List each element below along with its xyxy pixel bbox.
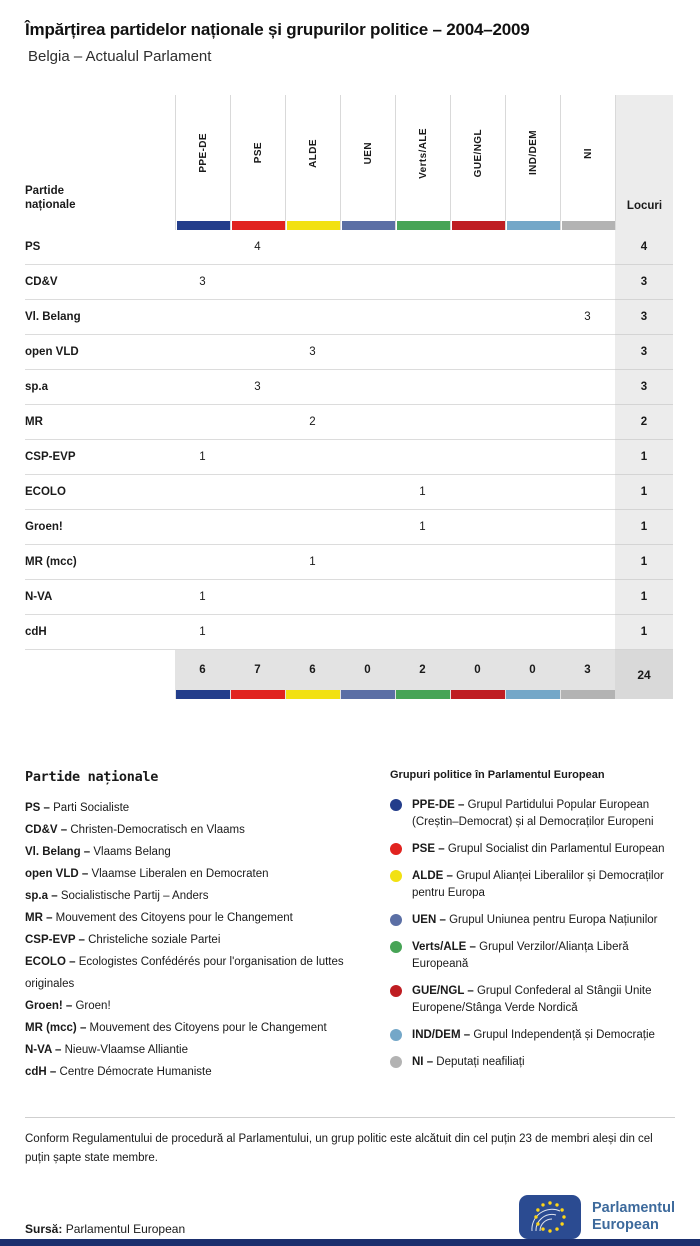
- seat-value-cell: [340, 405, 395, 440]
- party-seats-cell: 3: [615, 370, 673, 405]
- page-subtitle: Belgia – Actualul Parlament: [28, 48, 212, 65]
- group-description: [412, 841, 665, 858]
- seat-value-cell: [230, 335, 285, 370]
- seat-value-cell: [505, 545, 560, 580]
- group-full-name: Grupul Socialist din Parlamentul European: [447, 843, 665, 855]
- group-color-bar: [177, 221, 230, 230]
- seat-value-cell: 1: [175, 580, 230, 615]
- bottom-accent-bar: [0, 1239, 700, 1246]
- party-abbr: cdH –: [25, 1066, 60, 1078]
- seat-value-cell: [230, 405, 285, 440]
- party-seats-cell: 1: [615, 440, 673, 475]
- party-abbr: Groen! –: [25, 1000, 76, 1012]
- group-total-value: 2: [419, 664, 426, 676]
- seat-value-cell: [230, 510, 285, 545]
- party-name-cell: sp.a: [25, 370, 175, 405]
- seat-value-cell: 3: [175, 265, 230, 300]
- party-name-cell: MR: [25, 405, 175, 440]
- group-color-bar: [562, 221, 615, 230]
- legend-party-item: [25, 819, 370, 841]
- group-column-label: ALDE: [307, 138, 319, 168]
- legend-group-item: [390, 1054, 675, 1071]
- group-description: [412, 939, 675, 973]
- party-full-name: Vlaams Belang: [93, 846, 171, 858]
- seat-value-cell: [175, 405, 230, 440]
- party-abbr: sp.a –: [25, 890, 61, 902]
- seat-value-cell: [340, 300, 395, 335]
- rotated-label-wrap: [451, 95, 505, 221]
- group-color-dot: [390, 870, 402, 882]
- group-color-bar: [507, 221, 560, 230]
- party-name-cell: Vl. Belang: [25, 300, 175, 335]
- column-header-alde: [285, 95, 340, 230]
- seat-value-cell: [175, 230, 230, 265]
- seat-value-cell: [395, 405, 450, 440]
- legend-party-item: [25, 951, 370, 995]
- totals-empty-cell: [25, 650, 175, 699]
- group-total-value: 3: [584, 664, 591, 676]
- rotated-label-wrap: [506, 95, 560, 221]
- seat-value-cell: [230, 300, 285, 335]
- legend-party-item: [25, 995, 370, 1017]
- party-seats-cell: 1: [615, 510, 673, 545]
- legend-party-item: [25, 797, 370, 819]
- group-column-label: Verts/ALE: [417, 127, 429, 179]
- group-description: [412, 1027, 655, 1044]
- table-corner-cell: [25, 95, 175, 230]
- seat-value-cell: [340, 510, 395, 545]
- party-seats-cell: 2: [615, 405, 673, 440]
- group-color-bar: [286, 690, 340, 699]
- party-full-name: Vlaamse Liberalen en Democraten: [91, 868, 269, 880]
- group-total-value: 0: [364, 664, 371, 676]
- group-total-cell: [175, 650, 230, 699]
- party-abbr: PS –: [25, 802, 54, 814]
- party-seats-cell: 1: [615, 615, 673, 650]
- seats-header-label: Locuri: [626, 200, 663, 212]
- group-column-label: GUE/NGL: [472, 128, 484, 178]
- column-header-pse: [230, 95, 285, 230]
- ep-logo: [518, 1194, 675, 1240]
- group-abbr: IND/DEM –: [412, 1029, 474, 1041]
- seat-value-cell: [175, 510, 230, 545]
- group-column-label: PPE-DE: [197, 133, 209, 173]
- party-seats-cell: 1: [615, 580, 673, 615]
- group-column-label: UEN: [362, 141, 374, 165]
- seat-value-cell: [560, 370, 615, 405]
- group-color-bar: [452, 221, 505, 230]
- seat-value-cell: [505, 265, 560, 300]
- legend-party-item: [25, 929, 370, 951]
- group-color-bar: [561, 690, 615, 699]
- seat-value-cell: [450, 265, 505, 300]
- group-total-cell: [395, 650, 450, 699]
- party-name-cell: PS: [25, 230, 175, 265]
- seat-value-cell: 2: [285, 405, 340, 440]
- party-full-name: Parti Socialiste: [53, 802, 130, 814]
- seat-value-cell: [340, 545, 395, 580]
- seat-value-cell: [395, 335, 450, 370]
- footnote: Conform Regulamentului de procedură al Parlamentului, un grup politic este alcătuit din cel puțin 23 de membri aleși din cel puțin șapte state membre.: [25, 1117, 675, 1168]
- column-header-ind-dem: [505, 95, 560, 230]
- seat-value-cell: [230, 545, 285, 580]
- footer-row: [25, 1194, 675, 1240]
- party-seats-cell: 3: [615, 265, 673, 300]
- party-full-name: Nieuw-Vlaamse Alliantie: [64, 1044, 188, 1056]
- group-color-bar: [341, 690, 395, 699]
- seat-value-cell: [230, 440, 285, 475]
- legend-group-item: [390, 841, 675, 858]
- seat-value-cell: [450, 580, 505, 615]
- legend-political-groups: [390, 769, 675, 1083]
- party-name-cell: MR (mcc): [25, 545, 175, 580]
- group-description: [412, 1054, 525, 1071]
- group-full-name: Grupul Partidului Popular European (Creștin–Democrat) și al Democraților Europeni: [412, 799, 654, 828]
- seat-value-cell: [175, 475, 230, 510]
- seat-value-cell: 3: [560, 300, 615, 335]
- group-color-dot: [390, 1029, 402, 1041]
- group-total-cell: [505, 650, 560, 699]
- seat-value-cell: [505, 300, 560, 335]
- seat-value-cell: [175, 370, 230, 405]
- rotated-label-wrap: [176, 95, 230, 221]
- column-header-verts-ale: [395, 95, 450, 230]
- seat-value-cell: [285, 370, 340, 405]
- party-name-cell: CSP-EVP: [25, 440, 175, 475]
- legend-party-item: [25, 863, 370, 885]
- party-seats-cell: 1: [615, 475, 673, 510]
- seat-value-cell: [175, 335, 230, 370]
- legend-section: [25, 769, 675, 1083]
- seat-value-cell: [395, 580, 450, 615]
- legend-party-item: [25, 885, 370, 907]
- seat-value-cell: 1: [395, 510, 450, 545]
- seat-value-cell: 1: [285, 545, 340, 580]
- party-name-cell: Groen!: [25, 510, 175, 545]
- seats-grand-total: 24: [615, 650, 673, 699]
- party-name-cell: open VLD: [25, 335, 175, 370]
- seat-value-cell: [340, 615, 395, 650]
- party-name-cell: cdH: [25, 615, 175, 650]
- source: [25, 1222, 185, 1240]
- group-full-name: Grupul Uniunea pentru Europa Națiunilor: [449, 914, 658, 926]
- legend-national-parties: [25, 769, 380, 1083]
- party-full-name: Centre Démocrate Humaniste: [59, 1066, 212, 1078]
- party-abbr: N-VA –: [25, 1044, 65, 1056]
- seat-value-cell: [285, 230, 340, 265]
- group-description: [412, 868, 675, 902]
- group-total-value: 6: [199, 664, 206, 676]
- legend-party-item: [25, 1061, 370, 1083]
- group-full-name: Grupul Confederal al Stângii Unite Europene/Stânga Verde Nordică: [412, 985, 652, 1014]
- group-abbr: ALDE –: [412, 870, 457, 882]
- group-description: [412, 912, 657, 929]
- legend-groups-title: Grupuri politice în Parlamentul European: [390, 769, 605, 781]
- seat-value-cell: [395, 230, 450, 265]
- seat-value-cell: [560, 510, 615, 545]
- party-name-cell: CD&V: [25, 265, 175, 300]
- group-color-dot: [390, 985, 402, 997]
- group-total-value: 7: [254, 664, 261, 676]
- seat-value-cell: [230, 475, 285, 510]
- group-abbr: GUE/NGL –: [412, 985, 477, 997]
- ep-logo-line2: European: [592, 1217, 659, 1233]
- source-label: Sursă:: [25, 1222, 63, 1236]
- seat-value-cell: [395, 370, 450, 405]
- seat-value-cell: [505, 370, 560, 405]
- ep-logo-line1: Parlamentul: [592, 1200, 675, 1216]
- party-abbr: MR (mcc) –: [25, 1022, 90, 1034]
- party-full-name: Christeliche soziale Partei: [88, 934, 221, 946]
- seat-value-cell: [340, 475, 395, 510]
- seat-value-cell: [505, 510, 560, 545]
- group-total-value: 6: [309, 664, 316, 676]
- group-description: [412, 983, 675, 1017]
- seat-value-cell: [450, 405, 505, 440]
- column-header-gue-ngl: [450, 95, 505, 230]
- seat-value-cell: [560, 335, 615, 370]
- group-abbr: PPE-DE –: [412, 799, 468, 811]
- legend-parties-list: [25, 797, 370, 1083]
- page-title: Împărțirea partidelor naționale și grupurilor politice – 2004–2009: [25, 20, 530, 39]
- group-total-cell: [450, 650, 505, 699]
- group-color-dot: [390, 843, 402, 855]
- party-seats-cell: 3: [615, 335, 673, 370]
- rotated-label-wrap: [341, 95, 395, 221]
- parties-column-header: Partide naționale: [25, 185, 76, 211]
- legend-group-item: [390, 983, 675, 1017]
- eu-flag-icon: [518, 1194, 582, 1240]
- seat-value-cell: [285, 580, 340, 615]
- seat-value-cell: [285, 300, 340, 335]
- legend-group-item: [390, 912, 675, 929]
- legend-party-item: [25, 1017, 370, 1039]
- seat-value-cell: [560, 580, 615, 615]
- column-header-ni: [560, 95, 615, 230]
- party-full-name: Socialistische Partij – Anders: [60, 890, 209, 902]
- group-abbr: NI –: [412, 1056, 437, 1068]
- seats-table: [25, 95, 673, 699]
- party-abbr: ECOLO –: [25, 956, 79, 968]
- seat-value-cell: [230, 580, 285, 615]
- group-description: [412, 797, 675, 831]
- group-full-name: Grupul Verzilor/Alianța Liberă Europeană: [412, 941, 629, 970]
- seat-value-cell: [450, 475, 505, 510]
- seat-value-cell: [560, 230, 615, 265]
- seat-value-cell: [505, 440, 560, 475]
- party-name-cell: ECOLO: [25, 475, 175, 510]
- group-abbr: UEN –: [412, 914, 450, 926]
- seat-value-cell: [560, 405, 615, 440]
- seat-value-cell: 4: [230, 230, 285, 265]
- party-abbr: open VLD –: [25, 868, 92, 880]
- seat-value-cell: [505, 475, 560, 510]
- seat-value-cell: 1: [395, 475, 450, 510]
- seat-value-cell: [340, 580, 395, 615]
- party-seats-cell: 4: [615, 230, 673, 265]
- column-header-ppe-de: [175, 95, 230, 230]
- group-color-dot: [390, 914, 402, 926]
- seat-value-cell: [340, 370, 395, 405]
- seat-value-cell: [450, 300, 505, 335]
- group-total-cell: [560, 650, 615, 699]
- seat-value-cell: [560, 475, 615, 510]
- group-color-dot: [390, 1056, 402, 1068]
- group-color-bar: [397, 221, 450, 230]
- seat-value-cell: [285, 615, 340, 650]
- seat-value-cell: [395, 545, 450, 580]
- seat-value-cell: 1: [175, 440, 230, 475]
- group-abbr: PSE –: [412, 843, 448, 855]
- party-abbr: CD&V –: [25, 824, 71, 836]
- seat-value-cell: [340, 440, 395, 475]
- source-value: Parlamentul European: [65, 1222, 186, 1236]
- seat-value-cell: [505, 580, 560, 615]
- group-full-name: Grupul Independență și Democrație: [473, 1029, 655, 1041]
- column-header-seats: [615, 95, 673, 230]
- group-column-label: PSE: [252, 142, 264, 164]
- party-name-cell: N-VA: [25, 580, 175, 615]
- group-color-bar: [287, 221, 340, 230]
- party-abbr: MR –: [25, 912, 56, 924]
- seat-value-cell: [560, 265, 615, 300]
- rotated-label-wrap: [231, 95, 285, 221]
- seat-value-cell: [285, 475, 340, 510]
- seat-value-cell: [395, 615, 450, 650]
- legend-group-item: [390, 868, 675, 902]
- party-full-name: Groen!: [75, 1000, 111, 1012]
- column-header-uen: [340, 95, 395, 230]
- seat-value-cell: [505, 615, 560, 650]
- group-color-bar: [176, 690, 230, 699]
- party-seats-cell: 1: [615, 545, 673, 580]
- seat-value-cell: [450, 370, 505, 405]
- group-color-bar: [506, 690, 560, 699]
- group-color-bar: [451, 690, 505, 699]
- seat-value-cell: [560, 615, 615, 650]
- legend-parties-title: Partide naționale: [25, 769, 159, 785]
- legend-group-item: [390, 939, 675, 973]
- group-color-dot: [390, 799, 402, 811]
- seat-value-cell: 3: [285, 335, 340, 370]
- seat-value-cell: [285, 510, 340, 545]
- rotated-label-wrap: [561, 95, 615, 221]
- legend-party-item: [25, 907, 370, 929]
- seat-value-cell: [505, 335, 560, 370]
- rotated-label-wrap: [396, 95, 450, 221]
- party-seats-cell: 3: [615, 300, 673, 335]
- group-full-name: Deputați neafiliați: [436, 1056, 525, 1068]
- seat-value-cell: [560, 545, 615, 580]
- seat-value-cell: [450, 545, 505, 580]
- group-color-bar: [396, 690, 450, 699]
- group-column-label: IND/DEM: [527, 130, 539, 176]
- seat-value-cell: 1: [175, 615, 230, 650]
- seat-value-cell: [340, 230, 395, 265]
- seat-value-cell: [395, 440, 450, 475]
- seat-value-cell: [340, 335, 395, 370]
- seat-value-cell: [175, 300, 230, 335]
- seat-value-cell: [175, 545, 230, 580]
- seat-value-cell: [285, 440, 340, 475]
- group-column-label: NI: [582, 147, 594, 159]
- legend-groups-list: [390, 797, 675, 1071]
- party-full-name: Ecologistes Confédérés pour l'organisation de luttes originales: [25, 956, 344, 990]
- group-color-dot: [390, 941, 402, 953]
- seat-value-cell: [395, 265, 450, 300]
- group-total-value: 0: [474, 664, 481, 676]
- group-total-value: 0: [529, 664, 536, 676]
- legend-party-item: [25, 1039, 370, 1061]
- group-total-cell: [230, 650, 285, 699]
- group-color-bar: [231, 690, 285, 699]
- group-full-name: Grupul Alianței Liberalilor și Democraților pentru Europa: [412, 870, 664, 899]
- seat-value-cell: [450, 230, 505, 265]
- group-total-cell: [340, 650, 395, 699]
- seat-value-cell: [285, 265, 340, 300]
- seat-value-cell: [505, 405, 560, 440]
- party-full-name: Mouvement des Citoyens pour le Changement: [89, 1022, 327, 1034]
- ep-logo-text: [592, 1200, 675, 1234]
- seat-value-cell: [505, 230, 560, 265]
- seat-value-cell: [560, 440, 615, 475]
- rotated-label-wrap: [286, 95, 340, 221]
- party-abbr: CSP-EVP –: [25, 934, 89, 946]
- seat-value-cell: [450, 440, 505, 475]
- party-abbr: Vl. Belang –: [25, 846, 94, 858]
- seat-value-cell: [395, 300, 450, 335]
- seat-value-cell: [230, 265, 285, 300]
- group-abbr: Verts/ALE –: [412, 941, 480, 953]
- party-full-name: Christen-Democratisch en Vlaams: [70, 824, 245, 836]
- legend-group-item: [390, 1027, 675, 1044]
- seat-value-cell: [450, 510, 505, 545]
- seat-value-cell: [340, 265, 395, 300]
- seat-value-cell: [230, 615, 285, 650]
- seat-value-cell: [450, 615, 505, 650]
- seat-value-cell: [450, 335, 505, 370]
- group-color-bar: [232, 221, 285, 230]
- legend-party-item: [25, 841, 370, 863]
- party-full-name: Mouvement des Citoyens pour le Changement: [55, 912, 293, 924]
- group-total-cell: [285, 650, 340, 699]
- group-color-bar: [342, 221, 395, 230]
- legend-group-item: [390, 797, 675, 831]
- seat-value-cell: 3: [230, 370, 285, 405]
